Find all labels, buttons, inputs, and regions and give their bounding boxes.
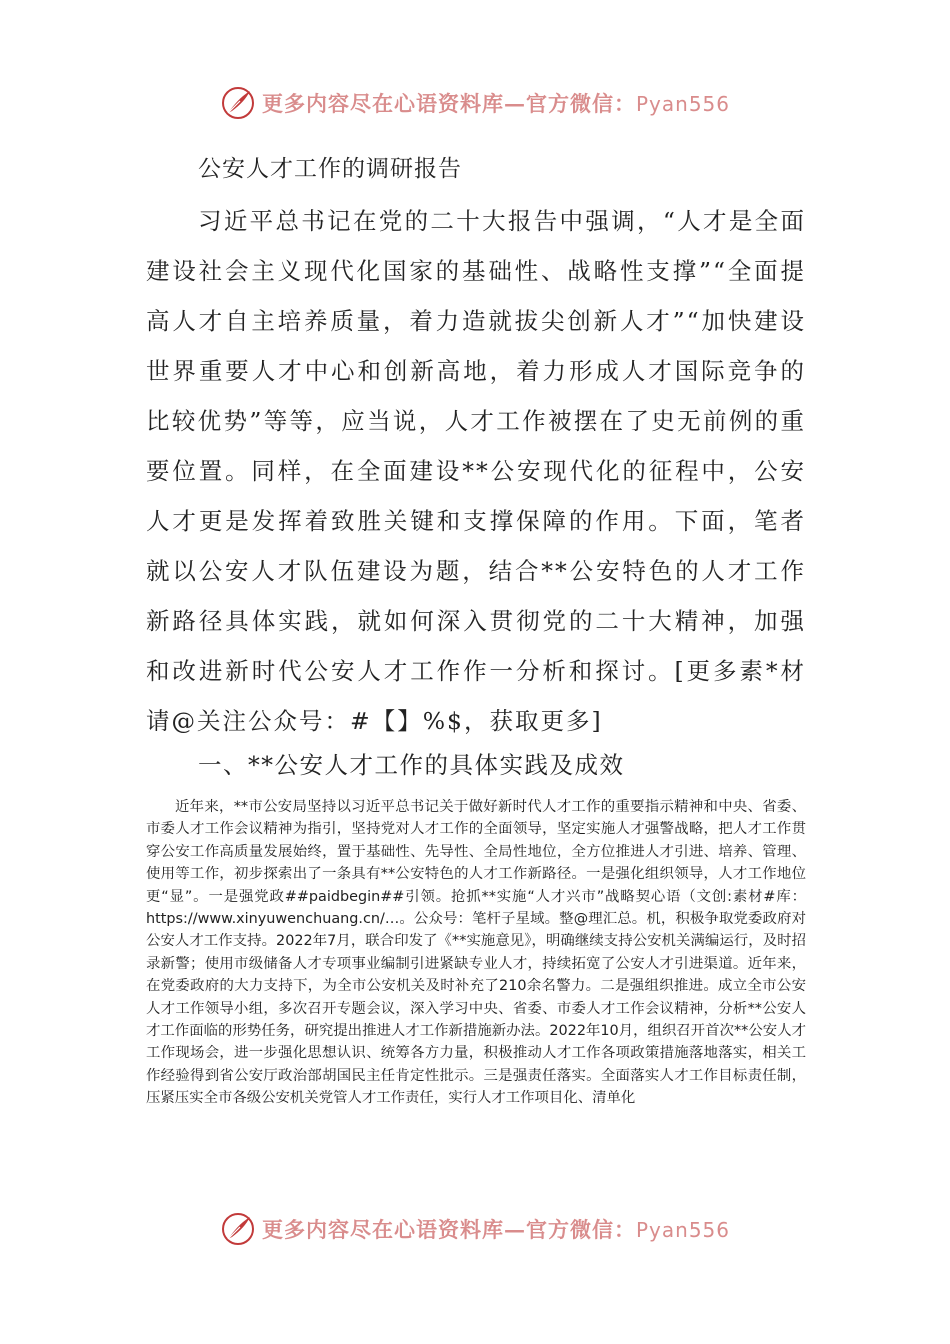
feather-pen-logo-icon: [220, 1211, 256, 1247]
watermark-banner-bottom: [0, 1208, 950, 1250]
watermark-banner-top: [0, 82, 950, 124]
document-title: 公安人才工作的调研报告: [198, 156, 462, 182]
watermark-handle: Pyan556: [635, 1218, 730, 1242]
section-heading: 一、**公安人才工作的具体实践及成效: [198, 751, 625, 779]
watermark-text: 更多内容尽在心语资料库—官方微信：: [261, 1217, 636, 1242]
lead-paragraph: 习近平总书记在党的二十大报告中强调，“人才是全面建设社会主义现代化国家的基础性、战略性支撑”“全面提高人才自主培养质量，着力造就拔尖创新人才”“加快建设世界重要人才中心和创新高地，着力形成人才国际竞争的比较优势”等等，应当说，人才工作被摆在了史无前例的重要位置。同样，在全面建设**公安现代化的征程中，公安人才更是发挥着致胜关键和支撑保障的作用。下面，笔者就以公安人才队伍建设为题，结合**公安特色的人才工作新路径具体实践，就如何深入贯彻党的二十大精神，加强和改进新时代公安人才工作作一分析和探讨。[更多素*材请@关注公众号：#【】%$，获取更多]: [146, 207, 806, 735]
feather-pen-logo-icon: [220, 85, 256, 121]
body-paragraph: 近年来，**市公安局坚持以习近平总书记关于做好新时代人才工作的重要指示精神和中央、省委、市委人才工作会议精神为指引，坚持党对人才工作的全面领导，坚定实施人才强警战略，把人才工作贯穿公安工作高质量发展始终，置于基础性、先导性、全局性地位，全方位推进人才引进、培养、管理、使用等工作，初步探索出了一条具有**公安特色的人才工作新路径。一是强化组织领导，人才工作地位更“显”。一是强党政##paidbegin##引领。抢抓**实施“人才兴市”战略契心语（文创:素材#库：https://www.xinyuwenchuang.cn/…。公众号：笔杆子星域。整@理汇总。机，积极争取党委政府对公安人才工作支持。2022年7月，联合印发了《**实施意见》，明确继续支持公安机关满编运行，及时招录新警；使用市级储备人才专项事业编制引进紧缺专业人才，持续拓宽了公安人才引进渠道。近年来，在党委政府的大力支持下，为全市公安机关及时补充了210余名警力。二是强组织推进。成立全市公安人才工作领导小组，多次召开专题会议，深入学习中央、省委、市委人才工作会议精神，分析**公安人才工作面临的形势任务，研究提出推进人才工作新措施新办法。2022年10月，组织召开首次**公安人才工作现场会，进一步强化思想认识、统筹各方力量，积极推动人才工作各项政策措施落地落实，相关工作经验得到省公安厅政治部胡国民主任肯定性批示。三是强责任落实。全面落实人才工作目标责任制，压紧压实全市各级公安机关党管人才工作责任，实行人才工作项目化、清单化: [146, 799, 806, 1107]
watermark-handle: Pyan556: [635, 92, 730, 116]
watermark-text: 更多内容尽在心语资料库—官方微信：: [261, 91, 636, 116]
